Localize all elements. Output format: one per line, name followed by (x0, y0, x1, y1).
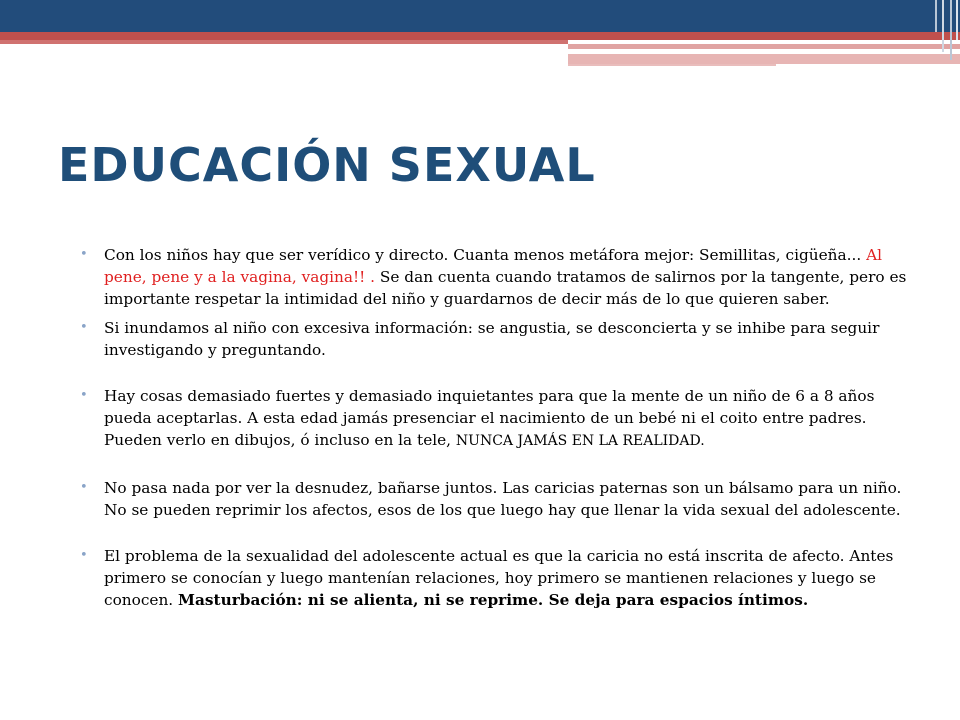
header-stripe (935, 0, 937, 32)
header-band-navy (0, 0, 960, 32)
bullet-icon: • (80, 479, 88, 495)
bullet-item-4 (80, 477, 910, 521)
bullet-item-2 (80, 317, 910, 361)
bullet-text: Se dan cuenta cuando tratamos de salirnos por la tangente, pero es importante respetar la intimidad del niño y guardarnos de decir más de lo que quieren saber. (104, 268, 907, 309)
bullet-text: Hay cosas demasiado fuertes y demasiado inquietantes para que la mente de un niño de 6 a 8 años pueda aceptarlas. A esta edad jamás presenciar el nacimiento de un bebé ni el coito entre padres. Pueden verlo en dibujos, ó incluso en la tele, (104, 387, 875, 450)
bullet-icon: • (80, 319, 88, 335)
bullet-item-3 (80, 385, 910, 453)
header-band-pink-wide (568, 54, 960, 64)
header-band-red (0, 32, 960, 40)
bullet-text-highlight: Al pene, pene y a la vagina, vagina!! . (104, 246, 883, 287)
header-band-red-thin (0, 40, 568, 44)
bullet-text-emphasis: NUNCA JAMÁS EN LA REALIDAD. (455, 433, 705, 450)
bullet-text: No pasa nada por ver la desnudez, bañarse juntos. Las caricias paternas son un bálsamo para un niño. No se pueden reprimir los afectos, esos de los que luego hay que llenar la vida sexual del adolescente. (104, 478, 902, 519)
header-stripe (950, 0, 952, 60)
bullet-icon: • (80, 247, 88, 262)
bullet-icon: • (80, 548, 88, 564)
bullet-item-1 (80, 244, 910, 311)
bullet-text-bold: Masturbación: ni se alienta, ni se reprime. Se deja para espacios íntimos. (178, 591, 809, 610)
bullet-item-5 (80, 545, 910, 612)
bullet-list (80, 244, 910, 612)
header-band-pink-short (568, 64, 776, 66)
bullet-text: El problema de la sexualidad del adolescente actual es que la caricia no está inscrita de afecto. Antes primero se conocían y luego mantenían relaciones, hoy primero se mantienen relaciones y luego se conocen. (104, 547, 894, 610)
slide-title: EDUCACIÓN SEXUAL (58, 138, 596, 192)
header-band-pink (568, 44, 960, 49)
header-stripe (956, 0, 958, 40)
bullet-icon: • (80, 388, 88, 404)
header-stripe (942, 0, 944, 52)
bullet-text: Si inundamos al niño con excesiva información: se angustia, se desconcierta y se inhibe para seguir investigando y preguntando. (104, 318, 880, 359)
bullet-text: Con los niños hay que ser verídico y directo. Cuanta menos metáfora mejor: Semillitas, cigüeña... (104, 246, 867, 264)
